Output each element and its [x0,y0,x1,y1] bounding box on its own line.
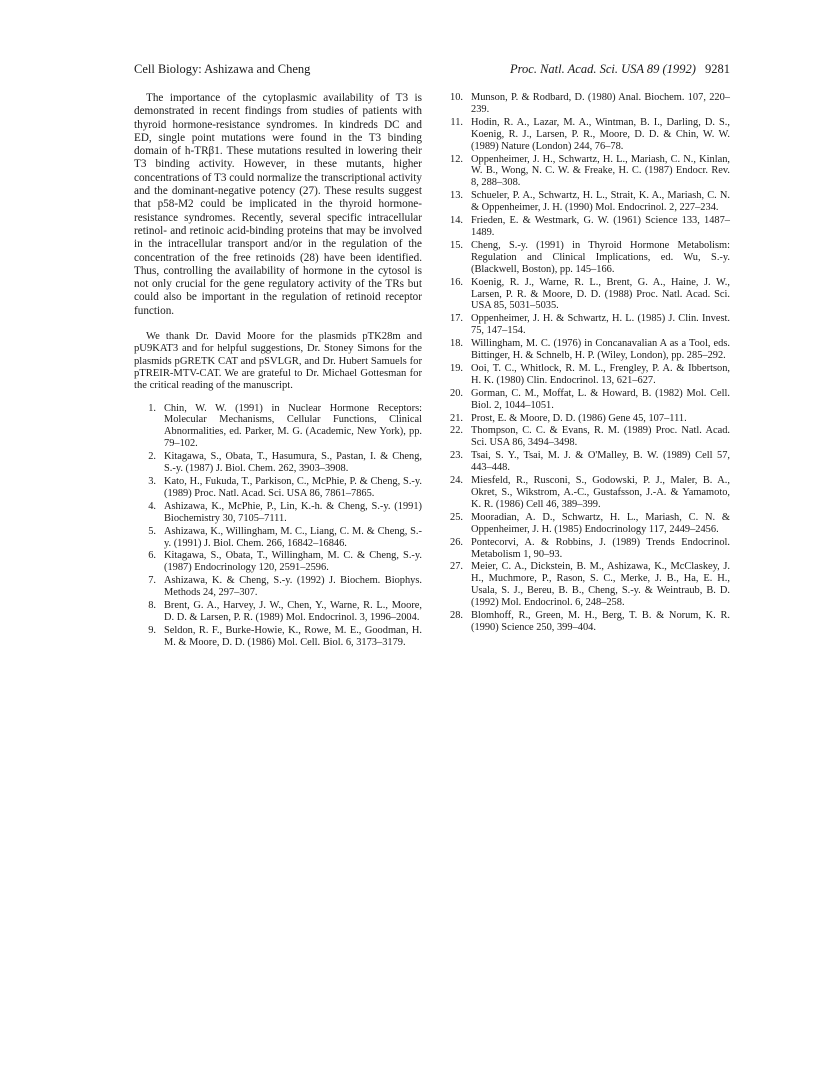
reference-item: 4. Ashizawa, K., McPhie, P., Lin, K.-h. & Cheng, S.-y. (1991) Biochemistry 30, 7105–7111. [148,500,422,524]
reference-list-right [441,92,730,634]
reference-item: 23. Tsai, S. Y., Tsai, M. J. & O'Malley, B. W. (1989) Cell 57, 443–448. [450,450,730,474]
acknowledgment: We thank Dr. David Moore for the plasmids pTK28m and pU9KAT3 and for helpful suggestions, Dr. Stoney Simons for the plasmids pGRETK CAT and pSVLGR, and Dr. Hubert Samuels for pTREIR-MTV-CAT. We are grateful to Dr. Michael Gottesman for the critical reading of the manuscript. [134,331,422,392]
reference-item: 22. Thompson, C. C. & Evans, R. M. (1989) Proc. Natl. Acad. Sci. USA 86, 3494–3498. [450,425,730,449]
reference-item: 10. Munson, P. & Rodbard, D. (1980) Anal. Biochem. 107, 220–239. [450,92,730,115]
reference-item: 12. Oppenheimer, J. H., Schwartz, H. L., Mariash, C. N., Kinlan, W. B., Wong, N. C. W. & Freake, H. C. (1987) Endocr. Rev. 8, 288–308. [450,153,730,189]
reference-item: 21. Prost, E. & Moore, D. D. (1986) Gene 45, 107–111. [450,412,687,424]
reference-item: 17. Oppenheimer, J. H. & Schwartz, H. L. (1985) J. Clin. Invest. 75, 147–154. [450,313,730,337]
left-column [134,92,422,650]
right-column [441,92,730,635]
reference-list-left [134,403,422,649]
reference-item: 18. Willingham, M. C. (1976) in Concanavalian A as a Tool, eds. Bittinger, H. & Schnelb, H. P. (Wiley, London), pp. 285–292. [450,338,730,362]
reference-item: 11. Hodin, R. A., Lazar, M. A., Wintman, B. I., Darling, D. S., Koenig, R. J., Larsen, P. R., Moore, D. D. & Chin, W. W. (1989) Nature (London) 244, 76–78. [450,116,730,152]
reference-item: 28. Blomhoff, R., Green, M. H., Berg, T. B. & Norum, K. R. (1990) Science 250, 399–404. [450,610,730,633]
reference-item: 24. Miesfeld, R., Rusconi, S., Godowski, P. J., Maler, B. A., Okret, S., Wikstrom, A.-C., Gustafsson, J.-A. & Yamamoto, K. R. (1986) Cell 46, 389–399. [450,475,730,510]
page-number: 9281 [705,62,730,76]
reference-item: 5. Ashizawa, K., Willingham, M. C., Liang, C. M. & Cheng, S.-y. (1991) J. Biol. Chem. 266, 16842–16846. [148,525,422,549]
reference-item: 1. Chin, W. W. (1991) in Nuclear Hormone Receptors: Molecular Mechanisms, Cellular Functions, Clinical Abnormalities, ed. Parker, M. G. (Academic, New York), pp. 79–102. [148,402,422,450]
reference-item: 6. Kitagawa, S., Obata, T., Willingham, M. C. & Cheng, S.-y. (1987) Endocrinology 120, 2591–2596. [148,550,422,574]
reference-item: 8. Brent, G. A., Harvey, J. W., Chen, Y., Warne, R. L., Moore, D. D. & Larsen, P. R. (1989) Mol. Endocrinol. 3, 1996–2004. [148,600,422,623]
reference-item: 2. Kitagawa, S., Obata, T., Hasumura, S., Pastan, I. & Cheng, S.-y. (1987) J. Biol. Chem. 262, 3903–3908. [148,451,422,475]
reference-item: 7. Ashizawa, K. & Cheng, S.-y. (1992) J. Biochem. Biophys. Methods 24, 297–307. [148,575,422,599]
reference-item: 3. Kato, H., Fukuda, T., Parkison, C., McPhie, P. & Cheng, S.-y. (1989) Proc. Natl. Acad. Sci. USA 86, 7861–7865. [148,475,422,499]
reference-item: 13. Schueler, P. A., Schwartz, H. L., Strait, K. A., Mariash, C. N. & Oppenheimer, J. H. (1990) Mol. Endocrinol. 2, 227–234. [450,190,730,214]
reference-item: 9. Seldon, R. F., Burke-Howie, K., Rowe, M. E., Goodman, H. M. & Moore, D. D. (1986) Mol. Cell. Biol. 6, 3173–3179. [148,624,422,648]
reference-item: 27. Meier, C. A., Dickstein, B. M., Ashizawa, K., McClaskey, J. H., Muchmore, P., Rason, S. C., Merke, J. B., Ha, E. H., Usala, S. J., Bereu, B. B., Cheng, S.-y. & Weintraub, B. D. (1992) Mol. Endocrinol. 6, 248–258. [450,561,730,609]
reference-item: 15. Cheng, S.-y. (1991) in Thyroid Hormone Metabolism: Regulation and Clinical Implications, ed. Wu, S.-y. (Blackwell, Boston), pp. 145–166. [450,239,730,275]
reference-item: 16. Koenig, R. J., Warne, R. L., Brent, G. A., Haine, J. W., Larsen, P. R. & Moore, D. D. (1988) Proc. Natl. Acad. Sci. USA 85, 5031–5035. [450,276,730,312]
reference-item: 20. Gorman, C. M., Moffat, L. & Howard, B. (1982) Mol. Cell. Biol. 2, 1044–1051. [450,387,730,411]
reference-item: 25. Mooradian, A. D., Schwartz, H. L., Mariash, C. N. & Oppenheimer, J. H. (1985) Endocrinology 117, 2449–2456. [450,511,730,535]
reference-item: 19. Ooi, T. C., Whitlock, R. M. L., Frengley, P. A. & Ibbertson, H. K. (1980) Clin. Endocrinol. 13, 621–627. [450,362,730,386]
journal-citation: Proc. Natl. Acad. Sci. USA 89 (1992) [510,62,696,76]
body-paragraph: The importance of the cytoplasmic availability of T3 is demonstrated in recent findings from studies of patients with thyroid hormone-resistance syndromes. In kindreds DC and ED, single point mutations were found in the T3 binding domain of h-TRβ1. These mutations resulted in lowering their T3 binding activity. However, in these mutants, higher concentrations of T3 could normalize the transcriptional activity and the dominant-negative potency (27). These results suggest that p58-M2 could be implicated in the thyroid hormone-resistance syndromes. Recently, several specific intracellular retinol- and retinoic acid-binding proteins that may be involved in the intracellular transport and/or in the regulation of the concentration of the free retinoids (28) have been identified. Thus, controlling the availability of hormone in the cytosol is not only crucial for the gene regulatory activity of the TRs but could also be important in the regulation of retinoid receptor function. [134,92,422,317]
reference-item: 26. Pontecorvi, A. & Robbins, J. (1989) Trends Endocrinol. Metabolism 1, 90–93. [450,536,730,560]
running-title: Cell Biology: Ashizawa and Cheng [134,62,311,76]
reference-item: 14. Frieden, E. & Westmark, G. W. (1961) Science 133, 1487–1489. [450,215,730,238]
page-header [134,62,730,80]
